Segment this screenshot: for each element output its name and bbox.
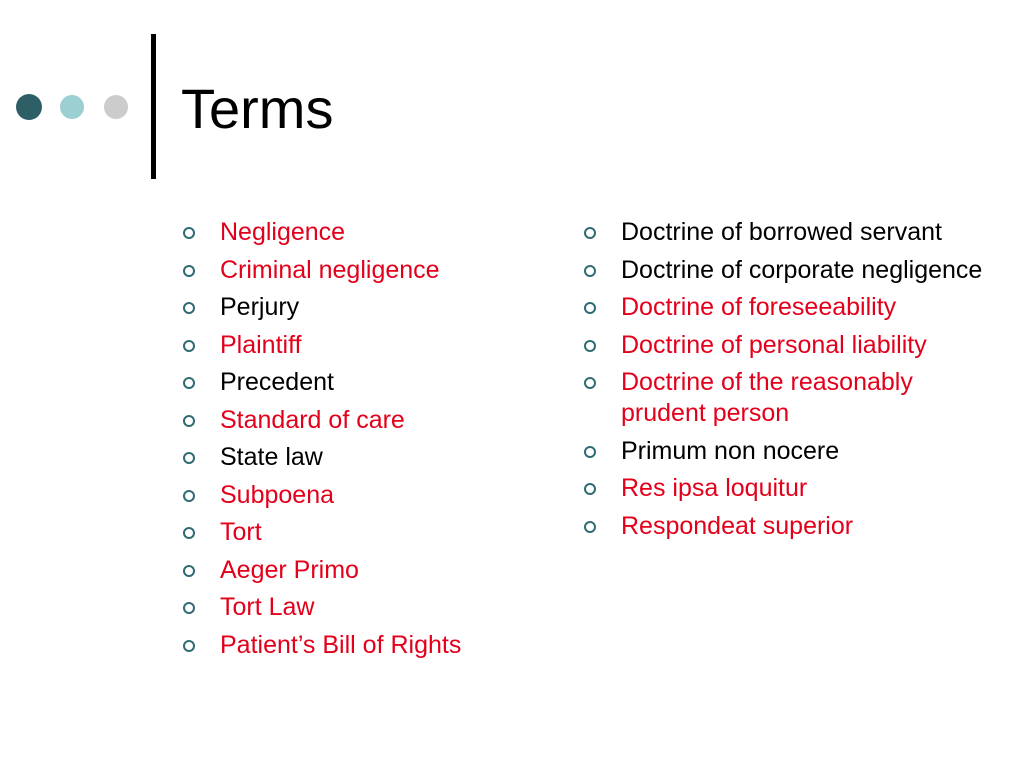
term-text: Standard of care [220, 405, 405, 434]
term-item [183, 330, 523, 361]
bullet-circle-icon [584, 446, 596, 458]
term-text: Primum non nocere [621, 436, 840, 465]
term-text: Doctrine of personal liability [621, 330, 927, 359]
decor-dot-dark [16, 94, 42, 120]
term-text: Perjury [220, 293, 300, 321]
term-item [584, 292, 984, 323]
term-item [183, 292, 523, 323]
bullet-circle-icon [584, 377, 596, 389]
term-text: Doctrine of borrowed servant [621, 218, 942, 246]
term-item [183, 255, 523, 286]
bullet-circle-icon [183, 490, 195, 502]
term-text: Respondeat superior [621, 511, 854, 540]
bullet-circle-icon [183, 602, 195, 614]
title-divider [151, 34, 156, 179]
bullet-circle-icon [183, 377, 195, 389]
term-item [183, 367, 523, 398]
term-item [584, 436, 984, 467]
bullet-circle-icon [584, 521, 596, 533]
term-text: Negligence [220, 218, 346, 246]
term-text: Doctrine of foreseeability [621, 293, 897, 321]
term-text: Tort [220, 518, 262, 546]
bullet-circle-icon [183, 527, 195, 539]
term-item [183, 555, 523, 586]
bullet-circle-icon [183, 227, 195, 239]
bullet-circle-icon [584, 227, 596, 239]
term-text: Criminal negligence [220, 255, 440, 284]
term-text: Doctrine of corporate negligence [621, 255, 983, 284]
bullet-circle-icon [183, 415, 195, 427]
bullet-circle-icon [584, 302, 596, 314]
bullet-circle-icon [183, 640, 195, 652]
bullet-circle-icon [183, 565, 195, 577]
term-text: Patient’s Bill of Rights [220, 630, 462, 659]
bullet-circle-icon [584, 483, 596, 495]
term-text: Aeger Primo [220, 555, 359, 584]
term-text: Precedent [220, 368, 334, 396]
term-text: Res ipsa loquitur [621, 474, 808, 502]
term-text: Tort Law [220, 593, 315, 621]
term-text: Subpoena [220, 480, 335, 509]
bullet-circle-icon [183, 340, 195, 352]
bullet-circle-icon [584, 340, 596, 352]
term-item [183, 405, 523, 436]
term-item [183, 517, 523, 548]
bullet-circle-icon [584, 265, 596, 277]
bullet-circle-icon [183, 302, 195, 314]
term-item [584, 217, 984, 248]
term-text: Doctrine of the reasonably prudent person [621, 368, 913, 427]
term-item [183, 480, 523, 511]
term-text: Plaintiff [220, 330, 302, 359]
term-item [584, 367, 984, 429]
term-item [183, 217, 523, 248]
term-item [584, 473, 984, 504]
term-item [183, 592, 523, 623]
decor-dot-light [60, 95, 84, 119]
decor-dot-gray [104, 95, 128, 119]
bullet-circle-icon [183, 452, 195, 464]
term-item [183, 630, 523, 661]
term-item [584, 255, 984, 286]
term-text: State law [220, 443, 323, 471]
bullet-circle-icon [183, 265, 195, 277]
slide-title: Terms [181, 77, 334, 140]
term-item [584, 330, 984, 361]
right-term-list [584, 217, 984, 548]
left-term-list [183, 217, 523, 667]
term-item [183, 442, 523, 473]
term-item [584, 511, 984, 542]
